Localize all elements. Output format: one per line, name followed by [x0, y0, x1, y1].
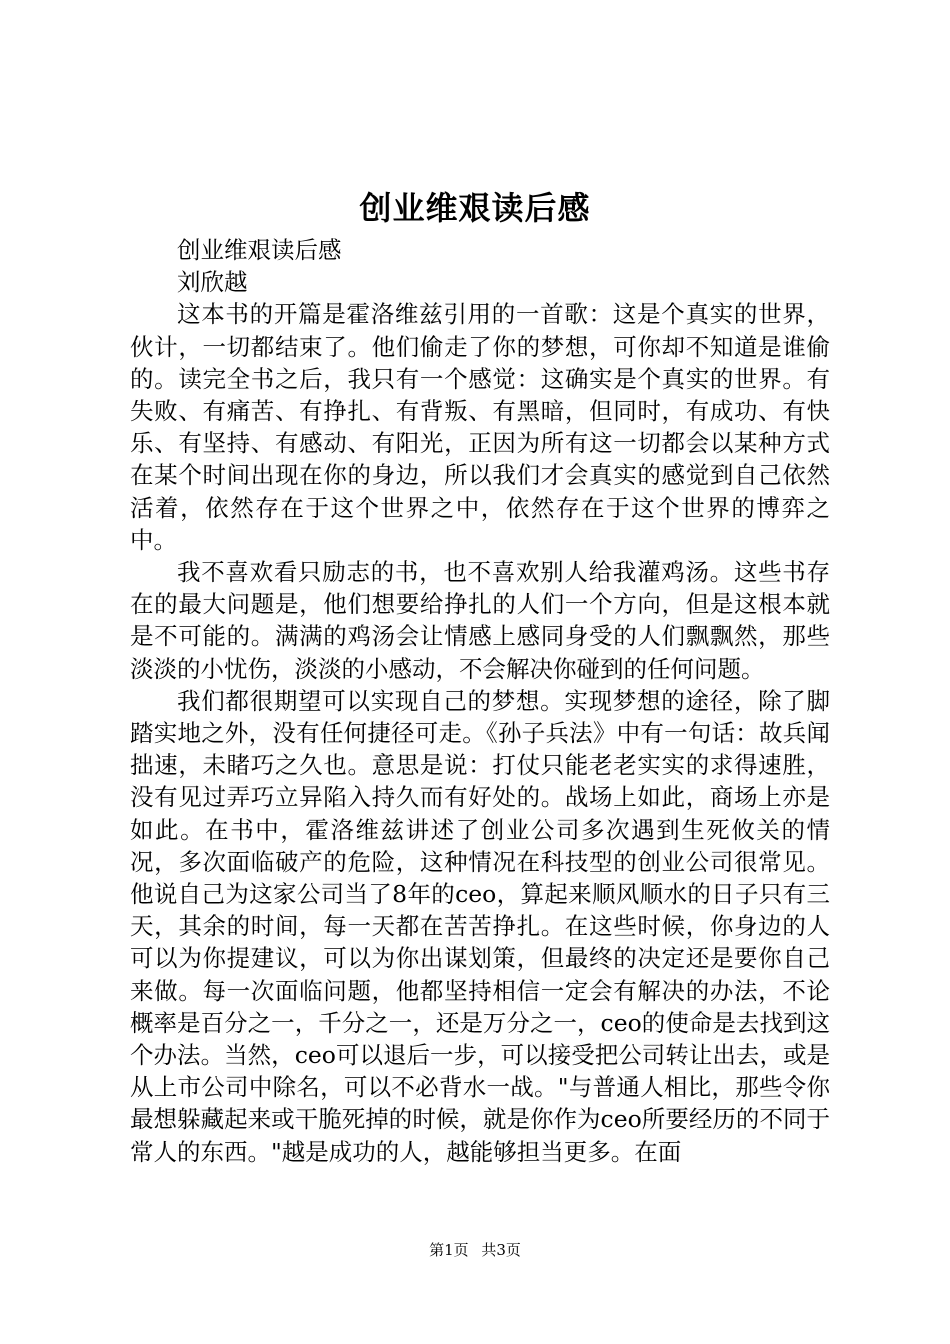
document-subtitle: 创业维艰读后感: [177, 236, 342, 264]
page-number: 第1页: [429, 1241, 469, 1259]
document-author: 刘欣越: [177, 268, 248, 297]
page-total: 共3页: [481, 1241, 521, 1259]
document-body: [130, 234, 830, 1168]
paragraph: 我不喜欢看只励志的书，也不喜欢别人给我灌鸡汤。这些书存在的最大问题是，他们想要给挣扎的人们一个方向，但是这根本就是不可能的。满满的鸡汤会让情感上感同身受的人们飘飘然，那些淡淡的小忧伤，淡淡的小感动，不会解决你碰到的任何问题。: [130, 558, 830, 683]
paragraph: 这本书的开篇是霍洛维兹引用的一首歌：这是个真实的世界，伙计，一切都结束了。他们偷走了你的梦想，可你却不知道是谁偷的。读完全书之后，我只有一个感觉：这确实是个真实的世界。有失败、有痛苦、有挣扎、有背叛、有黑暗，但同时，有成功、有快乐、有坚持、有感动、有阳光，正因为所有这一切都会以某种方式在某个时间出现在你的身边，所以我们才会真实的感觉到自己依然活着，依然存在于这个世界之中，依然存在于这个世界的博弈之中。: [130, 300, 830, 554]
page-footer: [0, 1240, 950, 1260]
paragraph: 我们都很期望可以实现自己的梦想。实现梦想的途径，除了脚踏实地之外，没有任何捷径可走。《孙子兵法》中有一句话：故兵闻拙速，未睹巧之久也。意思是说：打仗只能老老实实的求得速胜，没有见过弄巧立异陷入持久而有好处的。战场上如此，商场上亦是如此。在书中，霍洛维兹讲述了创业公司多次遇到生死攸关的情况，多次面临破产的危险，这种情况在科技型的创业公司很常见。他说自己为这家公司当了8年的ceo，算起来顺风顺水的日子只有三天，其余的时间，每一天都在苦苦挣扎。在这些时候，你身边的人可以为你提建议，可以为你出谋划策，但最终的决定还是要你自己来做。每一次面临问题，他都坚持相信一定会有解决的办法，不论概率是百分之一，千分之一，还是万分之一，ceo的使命是去找到这个办法。当然，ceo可以退后一步，可以接受把公司转让出去，或是从上市公司中除名，可以不必背水一战。"与普通人相比，那些令你最想躲藏起来或干脆死掉的时候，就是你作为ceo所要经历的不同于常人的东西。"越是成功的人，越能够担当更多。在面: [130, 686, 830, 1166]
document-title: 创业维艰读后感: [359, 189, 591, 227]
